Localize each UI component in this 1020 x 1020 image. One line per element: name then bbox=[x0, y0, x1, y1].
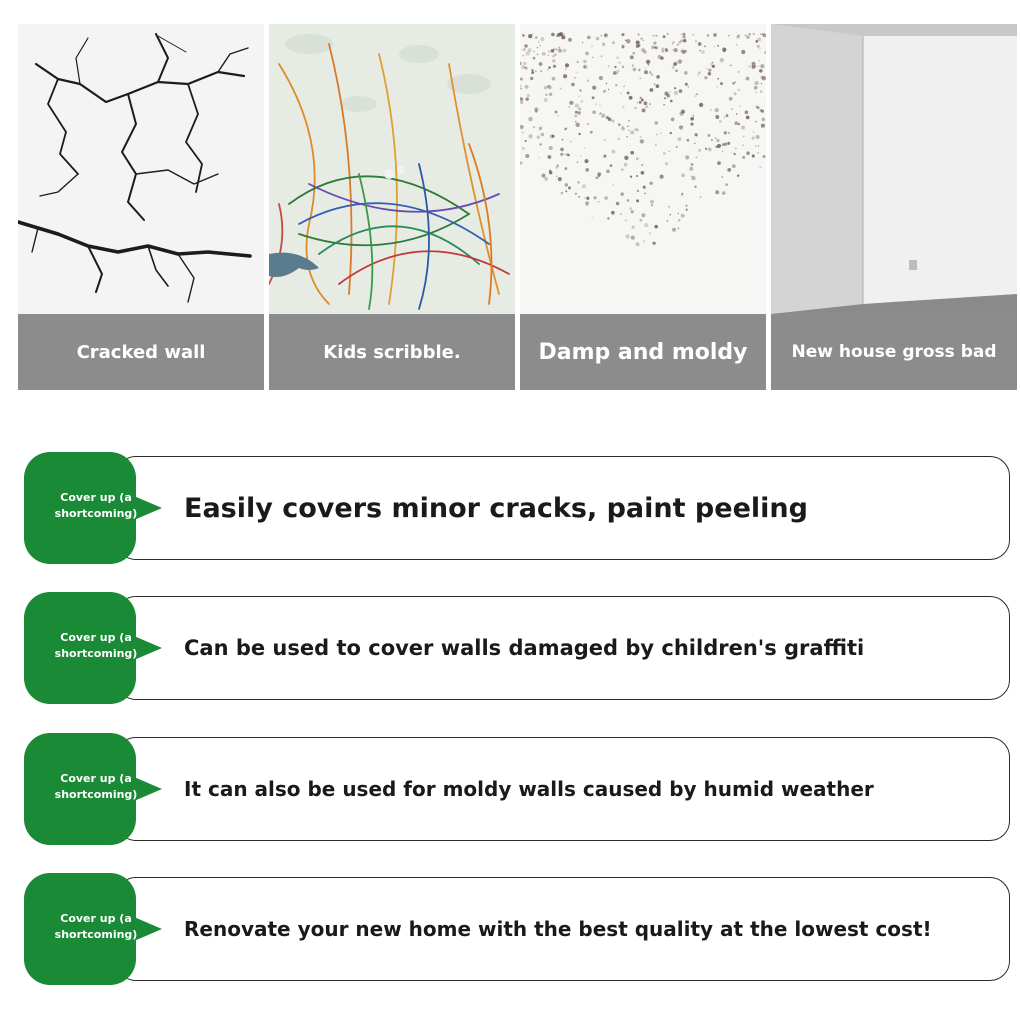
feature-badge-label: Cover up (a shortcoming) bbox=[54, 772, 138, 801]
feature-row bbox=[24, 873, 1010, 985]
panel-caption: Damp and moldy bbox=[520, 314, 766, 390]
feature-text: It can also be used for moldy walls caused by humid weather bbox=[184, 777, 874, 801]
feature-text: Renovate your new home with the best quality at the lowest cost! bbox=[184, 917, 932, 941]
panel-new-house bbox=[771, 24, 1017, 390]
damp-moldy-image bbox=[520, 24, 766, 314]
feature-row bbox=[24, 733, 1010, 845]
feature-row bbox=[24, 592, 1010, 704]
feature-badge-label: Cover up (a shortcoming) bbox=[54, 631, 138, 660]
panel-caption: Cracked wall bbox=[18, 314, 264, 390]
feature-badge-label: Cover up (a shortcoming) bbox=[54, 491, 138, 520]
kids-scribble-image bbox=[269, 24, 515, 314]
feature-text: Easily covers minor cracks, paint peeling bbox=[184, 492, 808, 524]
panel-kids-scribble bbox=[269, 24, 515, 390]
panel-caption: Kids scribble. bbox=[269, 314, 515, 390]
feature-badge-label: Cover up (a shortcoming) bbox=[54, 912, 138, 941]
panel-cracked-wall bbox=[18, 24, 264, 390]
feature-list bbox=[24, 452, 1010, 1013]
feature-row bbox=[24, 452, 1010, 564]
cracked-wall-image bbox=[18, 24, 264, 314]
panel-damp-moldy bbox=[520, 24, 766, 390]
panel-caption: New house gross bad bbox=[771, 314, 1017, 390]
new-house-room-image bbox=[771, 24, 1017, 314]
feature-text: Can be used to cover walls damaged by children's graffiti bbox=[184, 636, 865, 660]
problem-gallery bbox=[18, 24, 1017, 390]
